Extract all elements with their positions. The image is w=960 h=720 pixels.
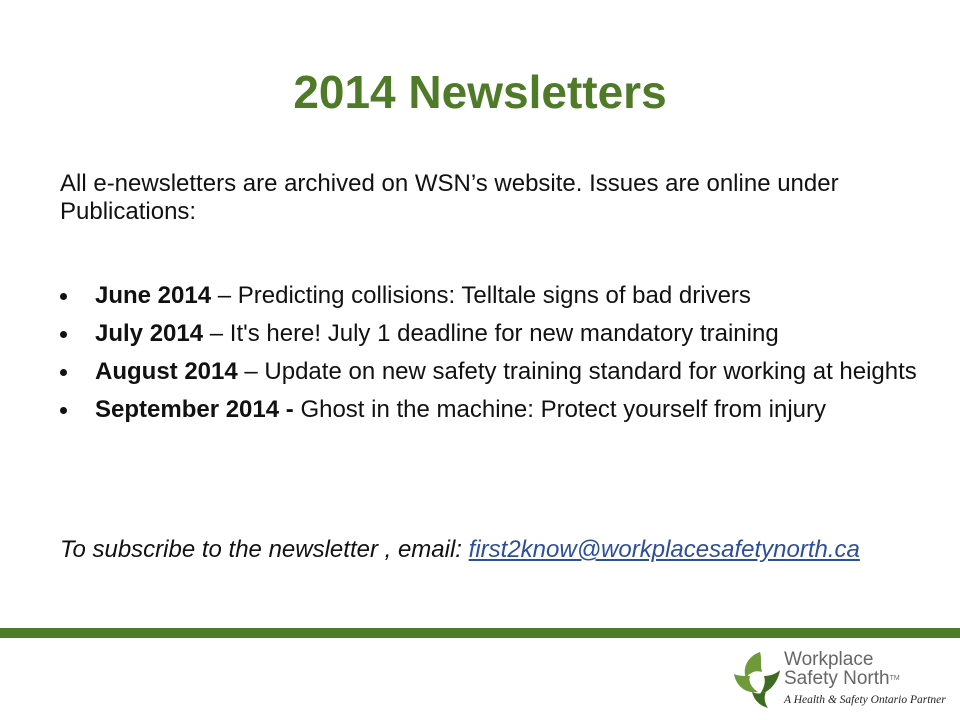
email-link[interactable]: first2know@workplacesafetynorth.ca	[468, 536, 860, 563]
newsletter-separator: –	[237, 358, 265, 385]
newsletter-list	[60, 282, 920, 434]
wsn-logo-icon	[730, 648, 786, 710]
slide-title: 2014 Newsletters	[293, 66, 667, 118]
newsletter-item	[60, 358, 920, 386]
newsletter-month: July 2014	[95, 320, 204, 347]
newsletter-month: June 2014	[95, 282, 212, 309]
logo-tagline: A Health & Safety Ontario Partner	[784, 694, 946, 706]
newsletter-month: September 2014 -	[95, 396, 294, 423]
bullet-icon	[60, 407, 67, 414]
workplace-safety-north-logo	[730, 648, 946, 710]
logo-name-line2: Safety North	[784, 668, 890, 689]
logo-trademark: TM	[889, 675, 900, 682]
newsletter-item	[60, 396, 920, 424]
newsletter-topic: Update on new safety training standard for working at heights	[264, 358, 917, 385]
bullet-icon	[60, 293, 67, 300]
newsletter-topic: It's here! July 1 deadline for new mandatory training	[229, 320, 779, 347]
newsletter-separator: –	[203, 320, 230, 347]
newsletter-item	[60, 320, 920, 348]
bullet-icon	[60, 369, 67, 376]
subscribe-label: To subscribe to the newsletter , email:	[60, 536, 469, 563]
logo-name-line1: Workplace	[784, 649, 874, 670]
newsletter-topic: Ghost in the machine: Protect yourself from injury	[300, 396, 826, 423]
newsletter-month: August 2014	[95, 358, 238, 385]
footer-bar	[0, 628, 960, 638]
intro-text: All e-newsletters are archived on WSN’s website. Issues are online under Publications:	[60, 170, 839, 225]
subscribe-text	[60, 536, 920, 564]
newsletter-separator: –	[211, 282, 238, 309]
newsletter-topic: Predicting collisions: Telltale signs of bad drivers	[237, 282, 751, 309]
bullet-icon	[60, 331, 67, 338]
newsletter-item	[60, 282, 920, 310]
logo-wordmark	[784, 650, 900, 688]
